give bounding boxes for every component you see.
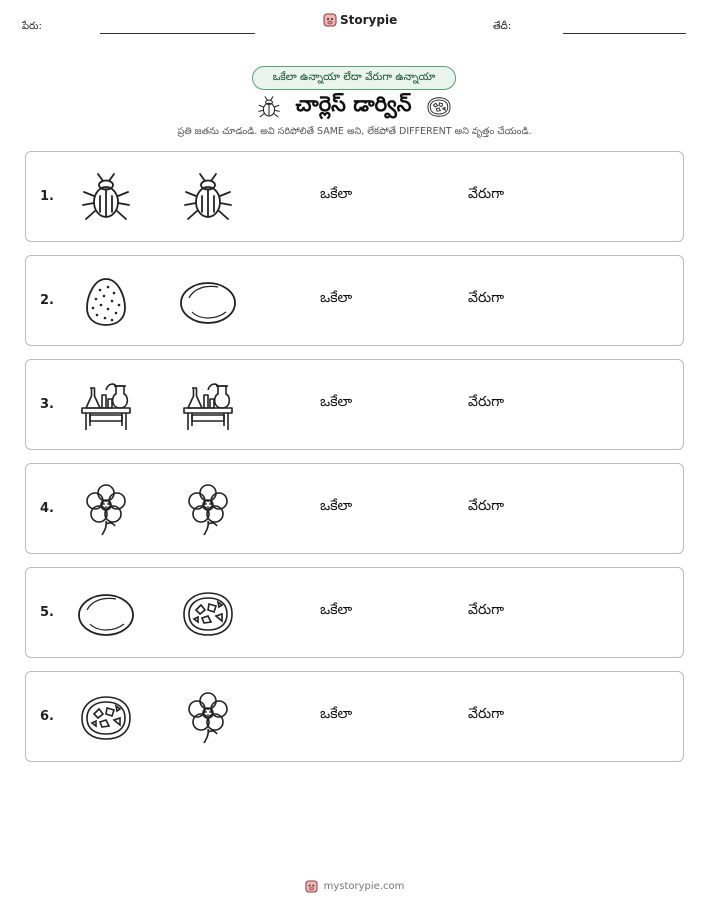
question-number: 1. bbox=[40, 189, 54, 204]
question-row bbox=[25, 567, 684, 658]
question-number: 3. bbox=[40, 397, 54, 412]
footer bbox=[0, 880, 709, 893]
lab-table-picture bbox=[180, 380, 236, 432]
date-field[interactable] bbox=[563, 33, 686, 34]
same-option[interactable]: ఒకేలా bbox=[320, 498, 353, 514]
subject-pill: ఒకేలా ఉన్నాయా లేదా వేరుగా ఉన్నాయా bbox=[252, 66, 456, 90]
question-row bbox=[25, 151, 684, 242]
flower-picture bbox=[180, 692, 236, 744]
lab-table-icon bbox=[78, 380, 134, 432]
date-label: తేదీ: bbox=[493, 21, 512, 32]
flower-icon bbox=[78, 484, 134, 536]
same-option[interactable]: ఒకేలా bbox=[320, 290, 353, 306]
fossil-icon bbox=[180, 588, 236, 640]
pig-logo-icon bbox=[323, 13, 337, 27]
different-option[interactable]: వేరుగా bbox=[468, 186, 504, 202]
lab-table-icon bbox=[180, 380, 236, 432]
flower-icon bbox=[180, 692, 236, 744]
question-number: 2. bbox=[40, 293, 54, 308]
question-row bbox=[25, 671, 684, 762]
beetle-icon bbox=[256, 95, 282, 119]
brand-name: Storypie bbox=[340, 13, 398, 27]
footer-site: mystorypie.com bbox=[323, 881, 405, 892]
name-field[interactable] bbox=[100, 33, 255, 34]
pig-logo-icon bbox=[305, 880, 318, 893]
fossil-picture bbox=[78, 692, 134, 744]
question-row bbox=[25, 463, 684, 554]
same-option[interactable]: ఒకేలా bbox=[320, 394, 353, 410]
question-number: 6. bbox=[40, 709, 54, 724]
flower-picture bbox=[78, 484, 134, 536]
pebble-icon bbox=[78, 588, 134, 640]
same-option[interactable]: ఒకేలా bbox=[320, 186, 353, 202]
egg-picture bbox=[78, 276, 134, 328]
question-number: 5. bbox=[40, 605, 54, 620]
fossil-icon bbox=[78, 692, 134, 744]
pebble-picture bbox=[180, 276, 236, 328]
different-option[interactable]: వేరుగా bbox=[468, 706, 504, 722]
instructions-text: ప్రతి జతను చూడండి. అవి సరిపోలితే SAME అని, లేకపోతే DIFFERENT అని వృత్తం చేయండి. bbox=[177, 126, 532, 137]
fossil-icon bbox=[425, 95, 453, 119]
name-label: పేరు: bbox=[22, 21, 42, 32]
different-option[interactable]: వేరుగా bbox=[468, 602, 504, 618]
different-option[interactable]: వేరుగా bbox=[468, 290, 504, 306]
beetle-picture bbox=[78, 172, 134, 224]
lab-table-picture bbox=[78, 380, 134, 432]
brand-logo bbox=[323, 13, 397, 27]
same-option[interactable]: ఒకేలా bbox=[320, 602, 353, 618]
flower-icon bbox=[180, 484, 236, 536]
flower-picture bbox=[180, 484, 236, 536]
different-option[interactable]: వేరుగా bbox=[468, 498, 504, 514]
different-option[interactable]: వేరుగా bbox=[468, 394, 504, 410]
pebble-icon bbox=[180, 276, 236, 328]
fossil-picture bbox=[180, 588, 236, 640]
title-row bbox=[0, 92, 709, 122]
question-row bbox=[25, 255, 684, 346]
beetle-picture bbox=[180, 172, 236, 224]
beetle-icon bbox=[180, 172, 236, 224]
question-number: 4. bbox=[40, 501, 54, 516]
same-option[interactable]: ఒకేలా bbox=[320, 706, 353, 722]
egg-icon bbox=[78, 276, 134, 328]
pebble-picture bbox=[78, 588, 134, 640]
beetle-icon bbox=[78, 172, 134, 224]
question-row bbox=[25, 359, 684, 450]
page-title: చార్లెస్ డార్విన్ bbox=[295, 92, 412, 116]
